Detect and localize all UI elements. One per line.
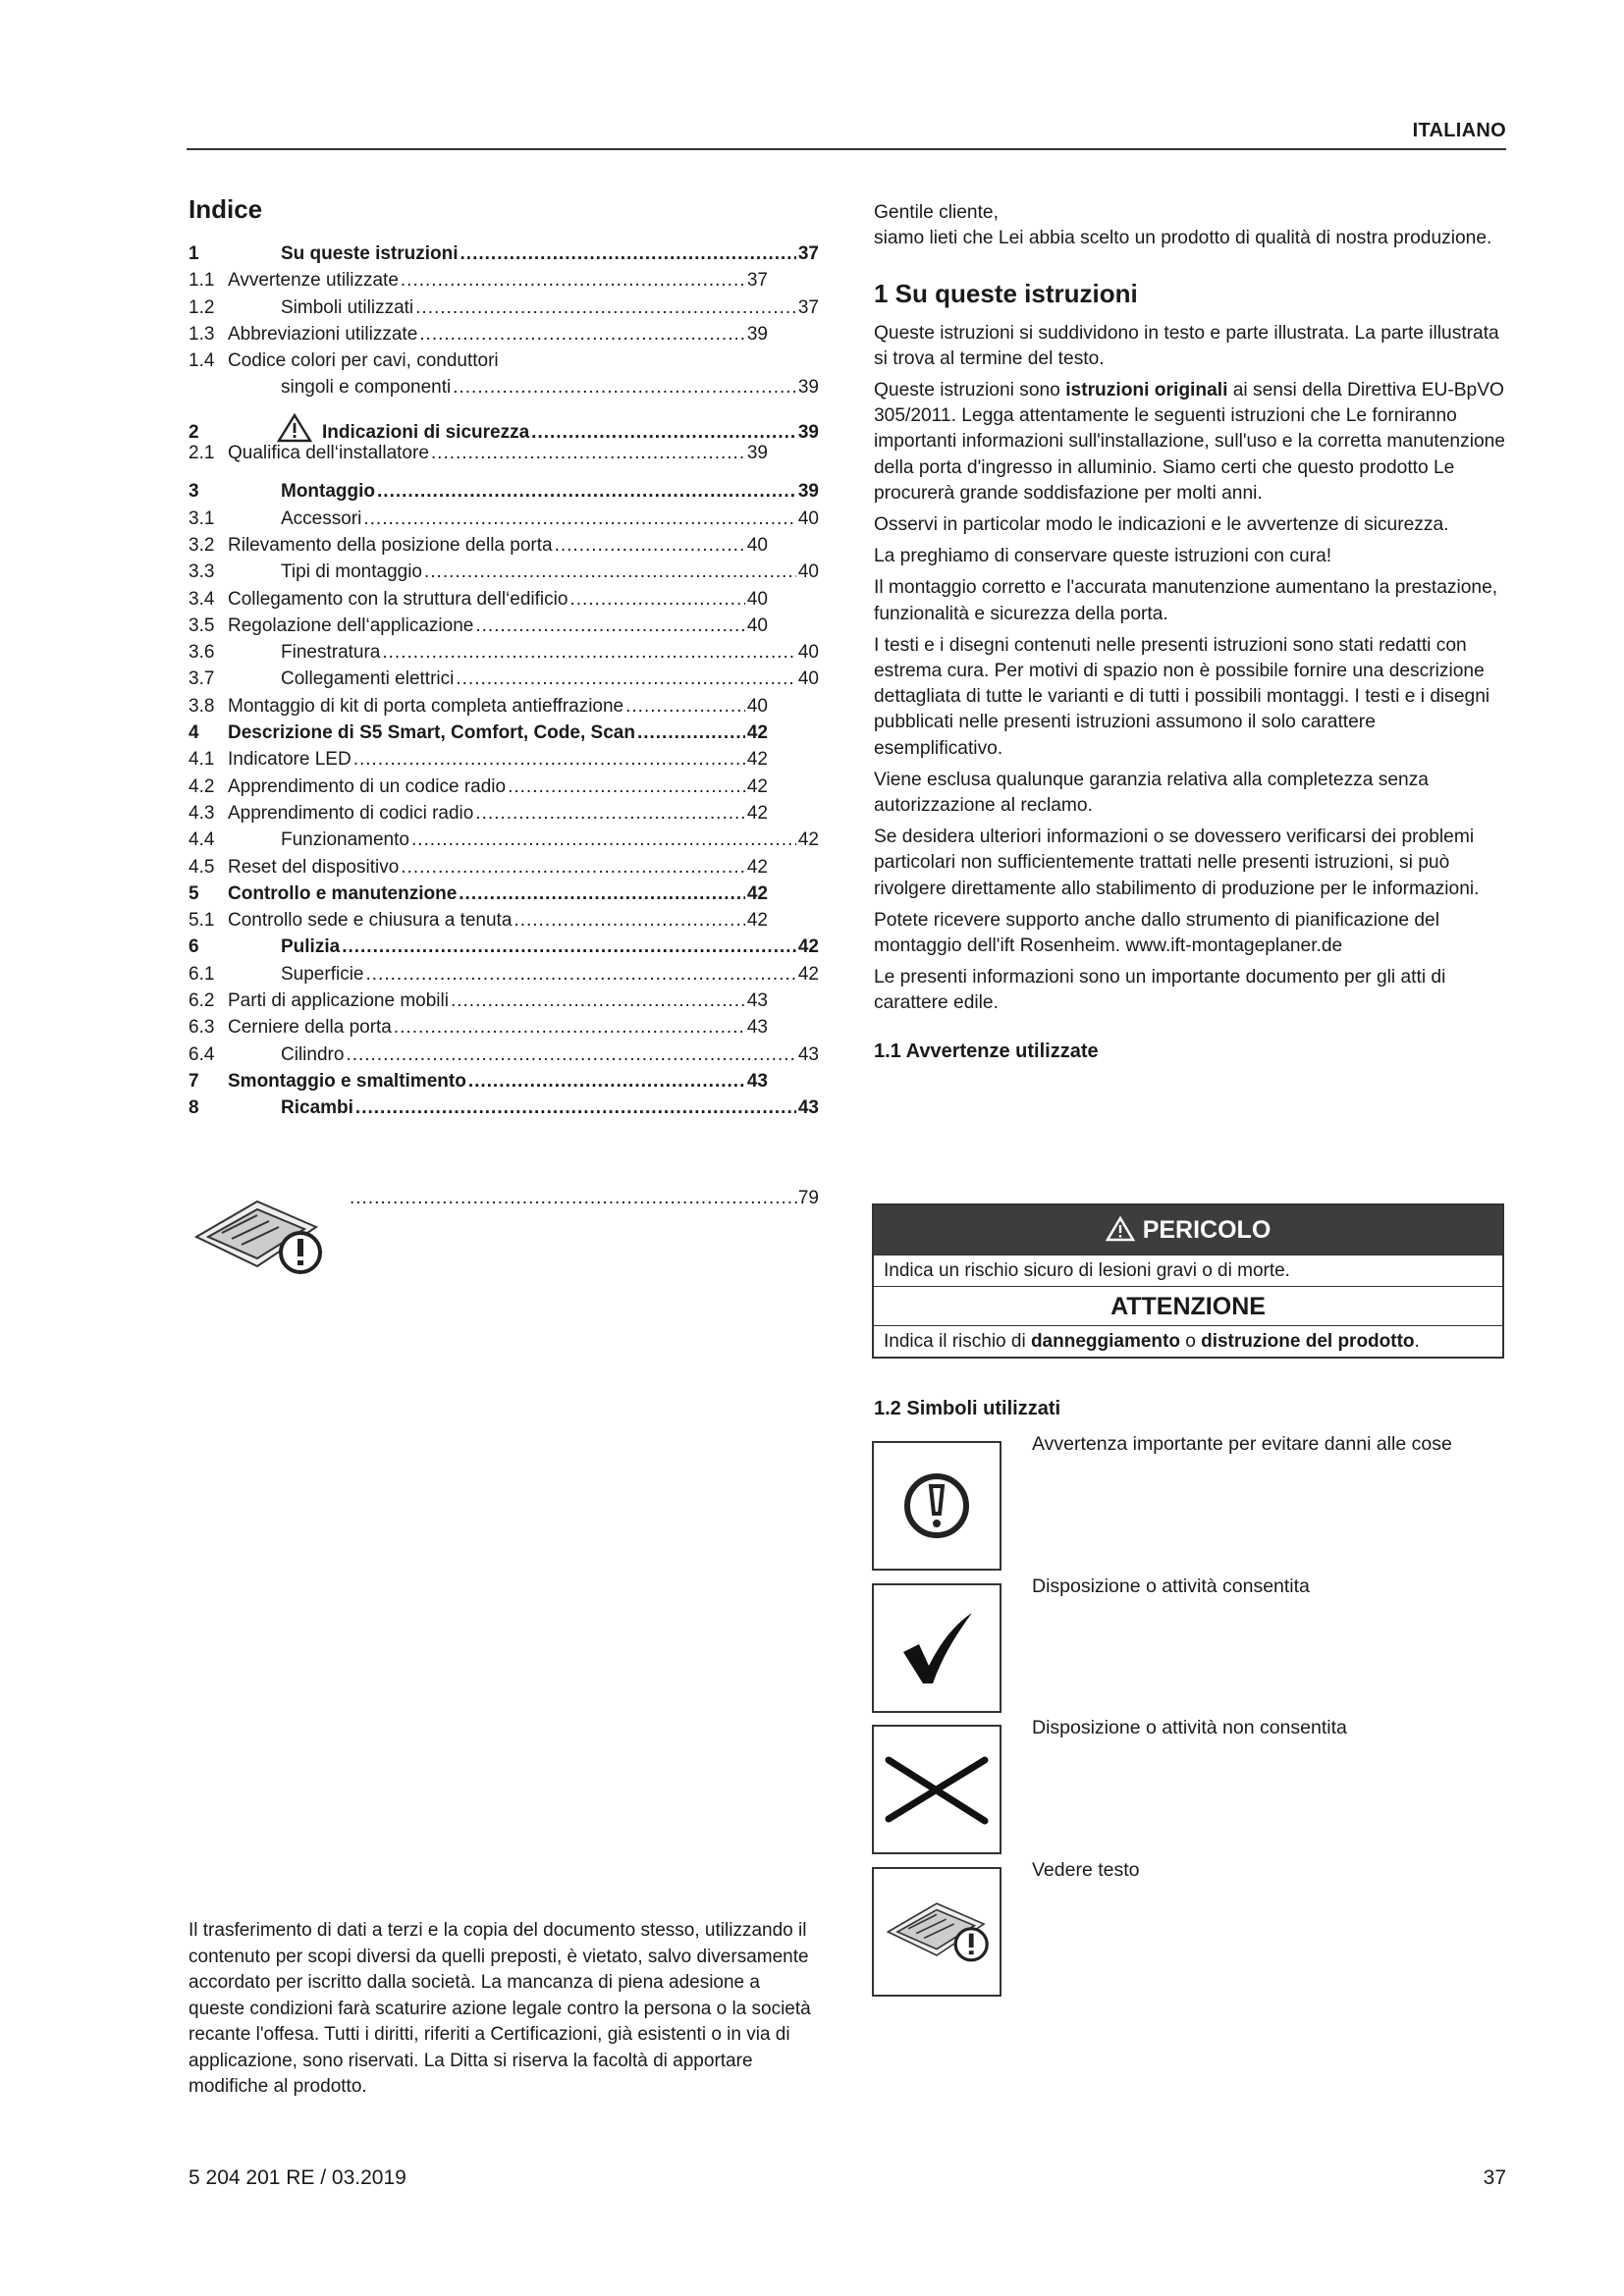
toc-entry-number: 8 [189, 1097, 199, 1119]
toc-entry[interactable] [189, 907, 819, 934]
toc-entry-label: Tipi di montaggio [281, 561, 422, 583]
toc-entry-number: 4.2 [189, 775, 215, 797]
toc-entry-page: 42 [746, 775, 768, 797]
toc-entry-number: 7 [189, 1070, 199, 1092]
toc-entry-label: Collegamenti elettrici [281, 668, 455, 690]
toc-entry[interactable] [189, 532, 819, 559]
toc-entry-page: 43 [746, 1070, 768, 1092]
toc-entry[interactable] [189, 1095, 819, 1121]
toc-entry-page: 40 [746, 614, 768, 636]
toc-entry-number: 1.2 [189, 296, 215, 318]
toc-entry-number: 4.1 [189, 749, 215, 771]
toc-entry-number: 3.7 [189, 668, 215, 690]
toc-entry-number: 3.6 [189, 642, 215, 664]
toc-entry-page: 40 [797, 561, 819, 583]
toc-entry[interactable] [189, 240, 819, 267]
paragraph: Se desidera ulteriori informazioni o se dovessero verificarsi dei problemi particolari non sufficientemente trattati nelle presenti istruzioni, si può rivolgere direttamente allo stabilimento di produzione per le informazioni. [874, 827, 1480, 899]
toc-entry-label: Reset del dispositivo [228, 856, 400, 878]
toc-entry-label: Codice colori per cavi, conduttori [228, 350, 499, 372]
toc-entry-label: Abbreviazioni utilizzate [228, 323, 418, 345]
toc-gap [189, 466, 819, 478]
toc-entry-number: 6 [189, 936, 199, 958]
toc-entry-label: Parti di applicazione mobili [228, 990, 449, 1012]
toc-title: Indice [189, 194, 263, 224]
paragraph: Le presenti informazioni sono un importante documento per gli atti di carattere edile. [874, 967, 1446, 1014]
toc-entry-page: 43 [746, 990, 768, 1012]
toc-list [189, 240, 819, 1122]
toc-entry-number: 4.5 [189, 856, 215, 878]
toc-leader-dots [382, 639, 795, 666]
toc-entry-number: 4.3 [189, 802, 215, 824]
greeting: Gentile cliente, [874, 202, 999, 223]
section-1-1-title: 1.1 Avvertenze utilizzate [874, 1040, 1099, 1062]
toc-entry-page: 42 [797, 936, 819, 958]
toc-leader-dots [353, 746, 745, 773]
toc-entry-page: 42 [746, 802, 768, 824]
toc-leader-dots [637, 720, 745, 746]
toc-entry[interactable] [189, 1014, 819, 1041]
toc-leader-dots [411, 827, 796, 853]
paragraph: I testi e i disegni contenuti nelle presenti istruzioni sono stati redatti con estrema cura. Per motivi di spazio non è possibile fornire una descrizione dettagliata di tutte le varianti e di tutti i possibili montaggi. I testi e i disegni pubblicati nelle presenti istruzioni assumono il solo carattere esemplificativo. [874, 634, 1490, 759]
toc-leader-dots [508, 774, 745, 800]
toc-entry-label: Rilevamento della posizione della porta [228, 534, 553, 556]
toc-entry-number: 4 [189, 722, 199, 744]
toc-entry[interactable] [189, 506, 819, 532]
toc-entry-page: 42 [746, 722, 768, 744]
toc-entry[interactable] [189, 639, 819, 666]
toc-entry[interactable] [189, 586, 819, 613]
danger-header [874, 1205, 1502, 1255]
toc-entry-label: Avvertenze utilizzate [228, 270, 399, 292]
see-text-icon [882, 1891, 992, 1973]
toc-entry-number: 4.4 [189, 829, 215, 851]
toc-leader-dots [431, 440, 745, 466]
toc-entry[interactable] [189, 800, 819, 827]
toc-leader-dots [460, 240, 796, 267]
toc-entry-label: Descrizione di S5 Smart, Comfort, Code, Scan [228, 722, 635, 744]
toc-leader-dots [475, 800, 745, 827]
toc-entry[interactable] [189, 321, 819, 347]
toc-entry-page: 43 [797, 1043, 819, 1065]
toc-leader-dots [456, 666, 796, 692]
toc-entry[interactable] [189, 1041, 819, 1068]
toc-entry[interactable] [189, 693, 819, 720]
toc-entry-number: 3.2 [189, 534, 215, 556]
toc-entry-page: 40 [797, 668, 819, 690]
toc-leader-dots [394, 1014, 745, 1041]
toc-entry-page: 43 [797, 1097, 819, 1119]
symbol-label: Avvertenza importante per evitare danni alle cose [1032, 1433, 1452, 1455]
exclamation-symbol-box [872, 1441, 1001, 1571]
toc-entry-label: Simboli utilizzati [281, 296, 414, 318]
toc-entry-number: 3.4 [189, 588, 215, 610]
document-code: 5 204 201 RE / 03.2019 [189, 2166, 406, 2189]
see-text-icon [189, 1188, 326, 1286]
toc-leader-dots [346, 1041, 795, 1068]
toc-leader-dots [419, 321, 745, 347]
toc-leader-dots [415, 294, 796, 321]
paragraph: Viene esclusa qualunque garanzia relativa alla completezza senza autorizzazione al reclamo. [874, 769, 1429, 817]
toc-leader-dots [453, 374, 796, 400]
toc-entry-page: 39 [797, 377, 819, 399]
toc-entry-number: 1.4 [189, 350, 215, 372]
toc-entry-page: 39 [797, 421, 819, 443]
toc-entry-page: 40 [746, 588, 768, 610]
toc-leader-dots [355, 1095, 796, 1121]
toc-entry-number: 6.2 [189, 990, 215, 1012]
toc-entry-label: Apprendimento di un codice radio [228, 775, 507, 797]
toc-entry-label: Pulizia [281, 936, 341, 958]
toc-leader-dots [459, 881, 745, 907]
toc-leader-dots [401, 854, 745, 881]
toc-entry-label: Indicatore LED [228, 749, 352, 771]
legal-notice: Il trasferimento di dati a terzi e la copia del documento stesso, utilizzando il contenuto per scopi diversi da quelli preposti, è vietato, salvo diversamente accordato per iscritto dalla società. La mancanza di piena adesione a queste condizioni farà scaturire azione legale contro la persona o la società recante l'offesa. Tutti i diritti, riferiti a Certificazioni, già esistenti o in via di applicazione, sono riservati. La Ditta si riserva la facoltà di apportare modifiche al prodotto. [189, 1920, 811, 2097]
toc-entry-number: 5.1 [189, 910, 215, 932]
toc-entry-number: 3 [189, 481, 199, 503]
paragraph: Osservi in particolar modo le indicazioni e le avvertenze di sicurezza. [874, 514, 1449, 536]
toc-leader-dots [514, 907, 744, 934]
table-of-contents [189, 194, 819, 1122]
section-1-title: 1 Su queste istruzioni [874, 279, 1138, 309]
toc-entry[interactable] [189, 294, 819, 321]
toc-leader-dots [363, 506, 796, 532]
danger-label: PERICOLO [1142, 1216, 1272, 1244]
warning-triangle-icon [277, 413, 312, 443]
toc-entry[interactable] [189, 988, 819, 1014]
toc-gap [189, 401, 819, 413]
caution-text: Indica il rischio di danneggiamento o distruzione del prodotto. [874, 1325, 1502, 1357]
toc-leader-dots [377, 478, 796, 505]
checkmark-symbol-box [872, 1583, 1001, 1713]
toc-entry[interactable] [189, 666, 819, 692]
toc-entry-page: 42 [746, 882, 768, 904]
checkmark-icon [895, 1607, 978, 1689]
toc-entry-page: 42 [797, 829, 819, 851]
toc-entry-label: Qualifica dell‘installatore [228, 443, 429, 464]
paragraph: Queste istruzioni sono istruzioni originali ai sensi della Direttiva EU-BpVO 305/2011. Legga attentamente le seguenti istruzioni che Le forniranno importanti informazioni sull'installazione, sull'uso e la corretta manutenzione della porta d'ingresso in alluminio. Siamo certi che questo prodotto Le procurerà grande soddisfazione per molti anni. [874, 380, 1505, 504]
paragraph: Queste istruzioni si suddividono in testo e parte illustrata. La parte illustrata si trova al termine del testo. [874, 322, 1499, 369]
toc-entry-number: 6.1 [189, 963, 215, 985]
toc-entry-label: Montaggio di kit di porta completa antieffrazione [228, 695, 624, 717]
toc-entry-label: Controllo e manutenzione [228, 882, 458, 904]
toc-entry[interactable] [189, 374, 819, 400]
toc-entry-number: 1.3 [189, 323, 215, 345]
toc-leader-dots [555, 532, 745, 559]
toc-entry-page: 40 [746, 534, 768, 556]
toc-entry[interactable] [189, 827, 819, 853]
toc-entry-label: Regolazione dell‘applicazione [228, 614, 474, 636]
toc-entry[interactable] [189, 881, 819, 907]
toc-leader-dots [569, 586, 744, 613]
toc-entry[interactable] [189, 746, 819, 773]
toc-entry-number: 1 [189, 243, 199, 264]
toc-leader-dots [424, 559, 796, 585]
toc-entry[interactable] [189, 720, 819, 746]
toc-leader-dots [342, 934, 796, 960]
toc-leader-dots [475, 613, 745, 639]
toc-entry-number: 5 [189, 882, 199, 904]
toc-entry-number: 2 [189, 421, 199, 443]
toc-entry[interactable] [189, 478, 819, 505]
toc-entry-label: Controllo sede e chiusura a tenuta [228, 910, 513, 932]
toc-entry-number: 3.3 [189, 561, 215, 583]
toc-entry-label: Montaggio [281, 481, 376, 503]
toc-entry-number: 3.5 [189, 614, 215, 636]
see-page-ref [350, 1188, 819, 1214]
header-rule [187, 148, 1506, 150]
toc-entry-page: 42 [797, 963, 819, 985]
toc-entry-page: 39 [797, 481, 819, 503]
toc-entry[interactable] [189, 559, 819, 585]
toc-entry-label: Cerniere della porta [228, 1017, 392, 1039]
toc-entry-page: 39 [746, 323, 768, 345]
toc-entry-label: Collegamento con la struttura dell‘edificio [228, 588, 568, 610]
section-1-2-title: 1.2 Simboli utilizzati [874, 1398, 1061, 1419]
toc-entry-label: singoli e componenti [281, 377, 452, 399]
toc-leader-dots [401, 267, 745, 294]
toc-entry-page: 37 [797, 243, 819, 264]
toc-entry-page: 42 [746, 749, 768, 771]
warning-triangle-icon [1106, 1216, 1135, 1242]
toc-leader-dots [468, 1068, 745, 1095]
toc-entry[interactable] [189, 413, 819, 443]
toc-leader-dots [366, 961, 796, 988]
see-text-symbol-box [872, 1867, 1001, 1997]
paragraph: Il montaggio corretto e l'accurata manutenzione aumentano la prestazione, funzionalità e sicurezza della porta. [874, 577, 1498, 624]
toc-entry-label: Ricambi [281, 1097, 353, 1119]
intro-text: siamo lieti che Lei abbia scelto un prodotto di qualità di nostra produzione. [874, 228, 1492, 249]
toc-entry[interactable] [189, 1068, 819, 1095]
paragraph: La preghiamo di conservare queste istruzioni con cura! [874, 546, 1332, 567]
toc-entry-label: Accessori [281, 507, 362, 529]
toc-entry-label: Superficie [281, 963, 364, 985]
symbol-label: Disposizione o attività consentita [1032, 1575, 1310, 1597]
toc-entry-page: 42 [746, 856, 768, 878]
toc-entry-page: 43 [746, 1017, 768, 1039]
toc-entry-label: Funzionamento [281, 829, 409, 851]
toc-entry[interactable] [189, 347, 819, 374]
toc-leader-dots [625, 693, 745, 720]
toc-entry[interactable] [189, 613, 819, 639]
toc-entry-number: 3.8 [189, 695, 215, 717]
toc-entry[interactable] [189, 854, 819, 881]
symbol-label: Disposizione o attività non consentita [1032, 1717, 1347, 1738]
toc-entry[interactable] [189, 440, 819, 466]
main-text [874, 200, 1506, 1074]
toc-entry-number: 6.4 [189, 1043, 215, 1065]
toc-entry-label: Indicazioni di sicurezza [322, 421, 530, 443]
symbol-label: Vedere testo [1032, 1859, 1140, 1881]
paragraph: Potete ricevere supporto anche dallo strumento di pianificazione del montaggio dell'ift Rosenheim. www.ift-montageplaner.de [874, 909, 1439, 957]
toc-entry-label: Finestratura [281, 642, 381, 664]
toc-entry-label: Smontaggio e smaltimento [228, 1070, 466, 1092]
caution-header: ATTENZIONE [874, 1286, 1502, 1325]
toc-entry-label: Cilindro [281, 1043, 345, 1065]
toc-entry-page: 37 [797, 296, 819, 318]
toc-entry-page: 40 [797, 642, 819, 664]
cross-icon [883, 1748, 991, 1831]
exclamation-icon [899, 1468, 974, 1543]
language-label: ITALIANO [1412, 120, 1506, 141]
toc-entry[interactable] [189, 934, 819, 960]
toc-entry-label: Apprendimento di codici radio [228, 802, 474, 824]
toc-entry-page: 39 [746, 443, 768, 464]
toc-entry[interactable] [189, 961, 819, 988]
toc-entry-number: 1.1 [189, 270, 215, 292]
toc-entry-number: 2.1 [189, 443, 215, 464]
toc-entry-number: 6.3 [189, 1017, 215, 1039]
danger-text: Indica un rischio sicuro di lesioni gravi o di morte. [874, 1255, 1502, 1286]
toc-entry-page: 40 [746, 695, 768, 717]
toc-entry-page: 42 [746, 910, 768, 932]
see-page-number: 79 [797, 1188, 819, 1208]
toc-entry[interactable] [189, 774, 819, 800]
toc-entry-page: 40 [797, 507, 819, 529]
toc-entry-label: Su queste istruzioni [281, 243, 459, 264]
page-number: 37 [1483, 2166, 1506, 2189]
hazard-table [872, 1203, 1504, 1359]
toc-leader-dots [451, 988, 745, 1014]
toc-entry-page: 37 [746, 270, 768, 292]
toc-entry[interactable] [189, 267, 819, 294]
cross-symbol-box [872, 1725, 1001, 1854]
toc-entry-number: 3.1 [189, 507, 215, 529]
